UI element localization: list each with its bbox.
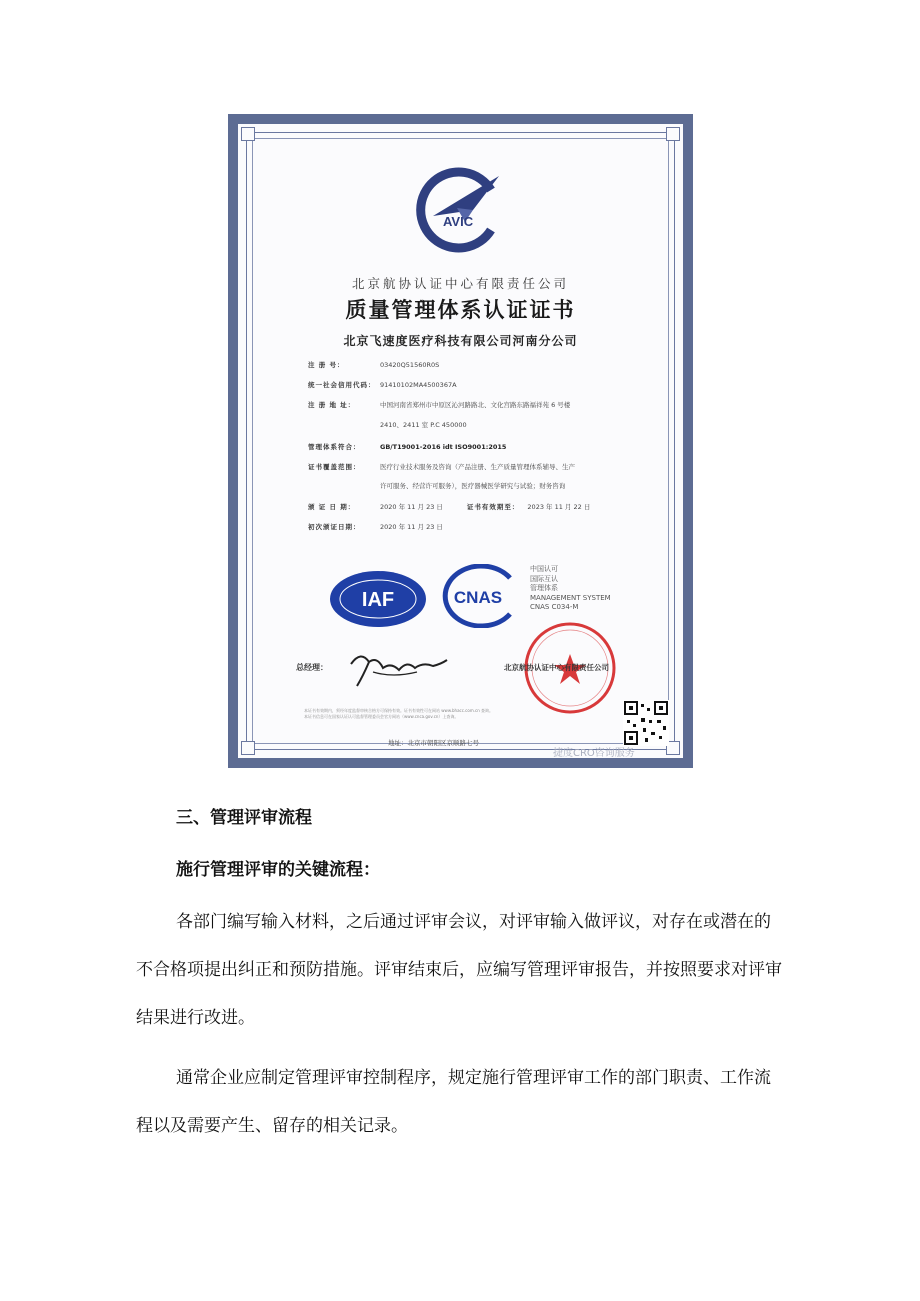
cnas-logo-icon (438, 564, 518, 628)
signer-label: 总经理： (296, 663, 328, 672)
iaf-text: IAF (361, 589, 395, 611)
logo-text: AVIC (443, 214, 474, 229)
fine-print-line: 本证书信息可在国家认证认可监督管理委员会官方网站（www.cnca.gov.cn）上查询。 (304, 714, 459, 719)
issuer-address: 地址：北京市朝阳区京顺路七号 (388, 739, 479, 747)
field-issue-date (308, 502, 590, 511)
certificate-title: 质量管理体系认证证书 (345, 297, 576, 322)
seal-company-name: 北京航协认证中心有限责任公司 (504, 663, 609, 672)
paragraph (136, 1054, 786, 1150)
certificate-image (228, 114, 693, 768)
corner-ornament (666, 127, 680, 141)
field-label: 证书有效期至： (466, 503, 520, 511)
signature-icon (343, 642, 453, 690)
paragraph (136, 898, 786, 1042)
paragraph-text: 各部门编写输入材料，之后通过评审会议，对评审输入做评议，对存在或潜在的不合格项提出纠正和预防措施。评审结束后，应编写管理评审报告，并按照要求对评审结果进行改进。 (136, 912, 782, 1028)
fine-print-line: 本证书有效期内，须经年度监督审核合格方可保持有效。证书有效性可在网站 www.bhacc.com.cn 查询。 (304, 708, 494, 713)
cnas-line: MANAGEMENT SYSTEM (530, 593, 611, 602)
field-scope-line2: 许可服务、经营许可服务），医疗器械医学研究与试验；财务咨询 (380, 482, 566, 490)
qr-code-icon (623, 700, 669, 746)
cnas-line: CNAS C034-M (530, 603, 579, 611)
avic-logo-icon (413, 160, 509, 256)
field-standard (308, 442, 506, 451)
field-label: 统一社会信用代码： (308, 381, 376, 389)
field-value: 2020 年 11 月 23 日 (380, 523, 443, 531)
cnas-line: 国际互认 (530, 574, 558, 583)
corner-ornament (241, 741, 255, 755)
watermark-text: 捷度CRO咨询服务 (553, 748, 635, 759)
subheading: 施行管理评审的关键流程： (176, 860, 380, 880)
cnas-text: CNAS (453, 588, 503, 607)
iaf-logo-icon (328, 569, 428, 629)
field-credit-code (308, 380, 457, 389)
cnas-line: 中国认可 (530, 565, 558, 573)
section-heading: 三、管理评审流程 (176, 808, 312, 828)
field-address-line2: 2410、2411 室 P.C 450000 (380, 421, 467, 429)
certificate-issuer: 北京航协认证中心有限责任公司 (351, 276, 569, 291)
field-label: 证书覆盖范围： (308, 463, 361, 471)
field-label: 注 册 号： (308, 361, 345, 369)
cnas-line: 管理体系 (530, 584, 558, 592)
corner-ornament (241, 127, 255, 141)
field-value: 2023 年 11 月 22 日 (527, 503, 591, 511)
paragraph-text: 通常企业应制定管理评审控制程序，规定施行管理评审工作的部门职责、工作流程以及需要产生、留存的相关记录。 (136, 1068, 771, 1136)
field-value: 中国河南省郑州市中原区沁河路路北、文化宫路东路福祥苑 6 号楼 (380, 401, 571, 409)
field-label: 管理体系符合： (308, 443, 361, 451)
field-value: 03420Q51560R0S (380, 361, 440, 369)
certificate-holder: 北京飞速度医疗科技有限公司河南分公司 (343, 334, 578, 348)
field-label: 初次颁证日期： (308, 523, 361, 531)
field-first-date (308, 522, 443, 531)
field-value: 2020 年 11 月 23 日 (380, 503, 443, 511)
fine-print (304, 708, 624, 720)
field-reg-no (308, 360, 439, 369)
field-value: 医疗行业技术服务及咨询（产品注册、生产质量管理体系辅导、生产 (380, 463, 575, 471)
certificate-paper (238, 124, 683, 758)
field-value: 91410102MA4500367A (380, 381, 457, 389)
cnas-accreditation-text (530, 565, 611, 613)
field-scope (308, 462, 575, 471)
field-label: 注 册 地 址： (308, 401, 356, 409)
field-address (308, 400, 570, 409)
field-value: GB/T19001-2016 idt ISO9001:2015 (380, 443, 507, 451)
field-label: 颁 证 日 期： (308, 503, 356, 511)
